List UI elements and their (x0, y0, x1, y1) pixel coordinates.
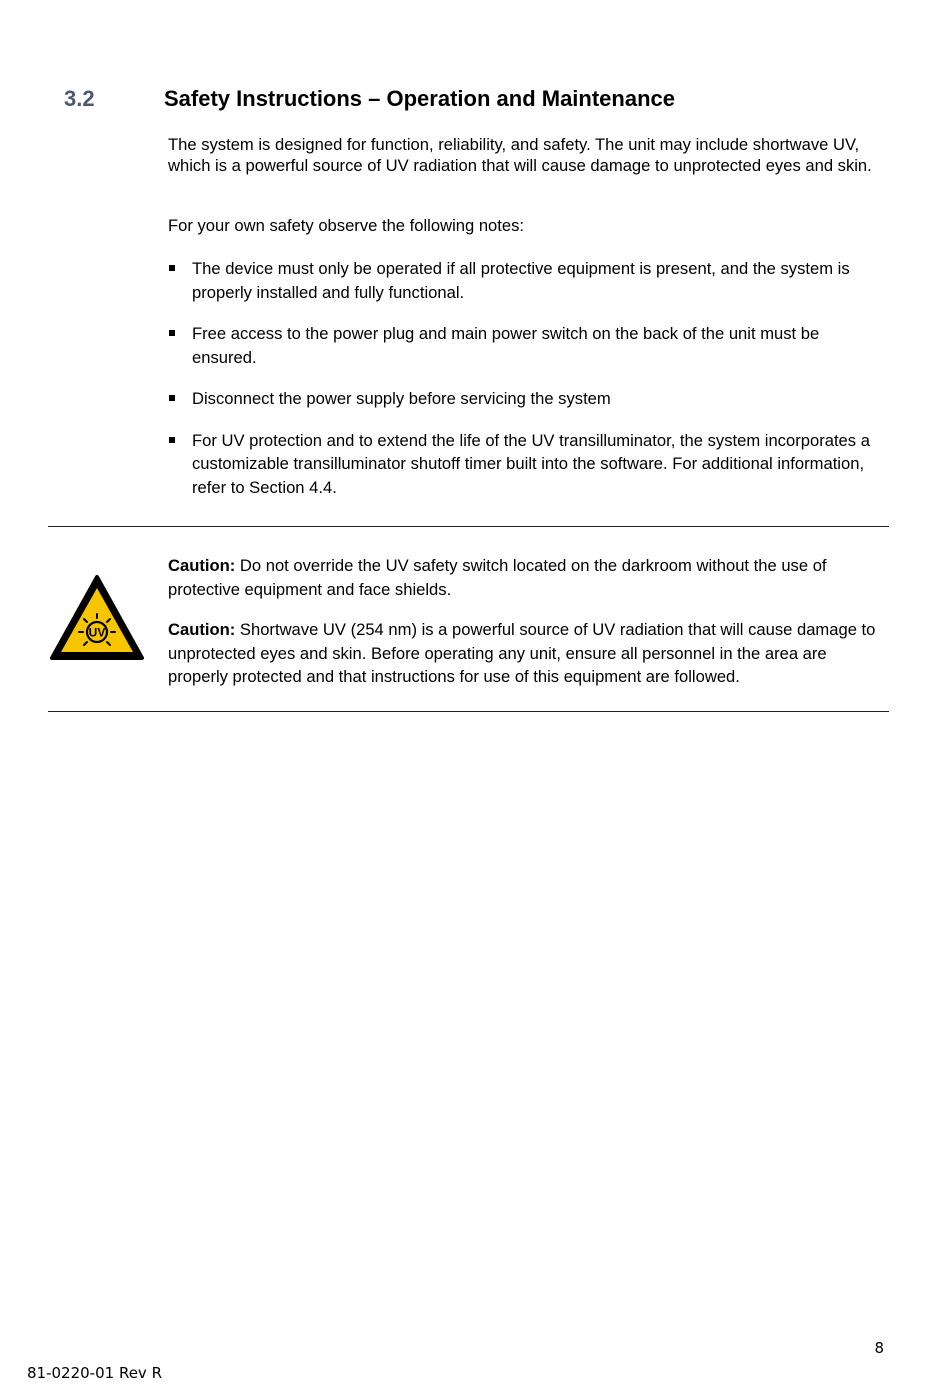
caution-divider-bottom (48, 711, 889, 712)
bullet-square-icon (169, 265, 175, 271)
list-item-text: Disconnect the power supply before servicing the system (192, 389, 611, 408)
notes-lead: For your own safety observe the following notes: (168, 216, 525, 235)
caution-override-switch (168, 554, 880, 601)
caution-text: Shortwave UV (254 nm) is a powerful source of UV radiation that will cause damage to unprotected eyes and skin. Before operating any unit, ensure all personnel in the area are properly protected and that instructions for use of this equipment are followed. (168, 620, 876, 686)
section-number: 3.2 (64, 86, 95, 111)
uv-icon-label: UV (88, 625, 106, 640)
list-item (168, 322, 880, 369)
list-item (168, 387, 880, 411)
bullet-square-icon (169, 395, 175, 401)
caution-label: Caution: (168, 620, 236, 639)
caution-divider-top (48, 526, 889, 527)
bullet-square-icon (169, 437, 175, 443)
list-item (168, 257, 880, 304)
bullet-square-icon (169, 330, 175, 336)
uv-warning-icon (49, 574, 145, 662)
page-number: 8 (874, 1339, 884, 1357)
list-item-text: Free access to the power plug and main power switch on the back of the unit must be ensured. (192, 324, 820, 367)
section-title: Safety Instructions – Operation and Maintenance (164, 86, 675, 111)
list-item (168, 429, 880, 500)
caution-text: Do not override the UV safety switch located on the darkroom without the use of protective equipment and face shields. (168, 556, 827, 599)
safety-notes-list (168, 257, 880, 517)
list-item-text: The device must only be operated if all protective equipment is present, and the system is properly installed and fully functional. (192, 259, 850, 302)
caution-label: Caution: (168, 556, 236, 575)
list-item-text: For UV protection and to extend the life of the UV transilluminator, the system incorporates a customizable transilluminator shutoff timer built into the software. For additional information, refer to Section 4.4. (192, 430, 870, 497)
intro-paragraph: The system is designed for function, reliability, and safety. The unit may include shortwave UV, which is a powerful source of UV radiation that will cause damage to unprotected eyes and skin. (168, 135, 872, 175)
document-code: 81-0220-01 Rev R (27, 1364, 162, 1382)
caution-shortwave-uv (168, 618, 880, 689)
